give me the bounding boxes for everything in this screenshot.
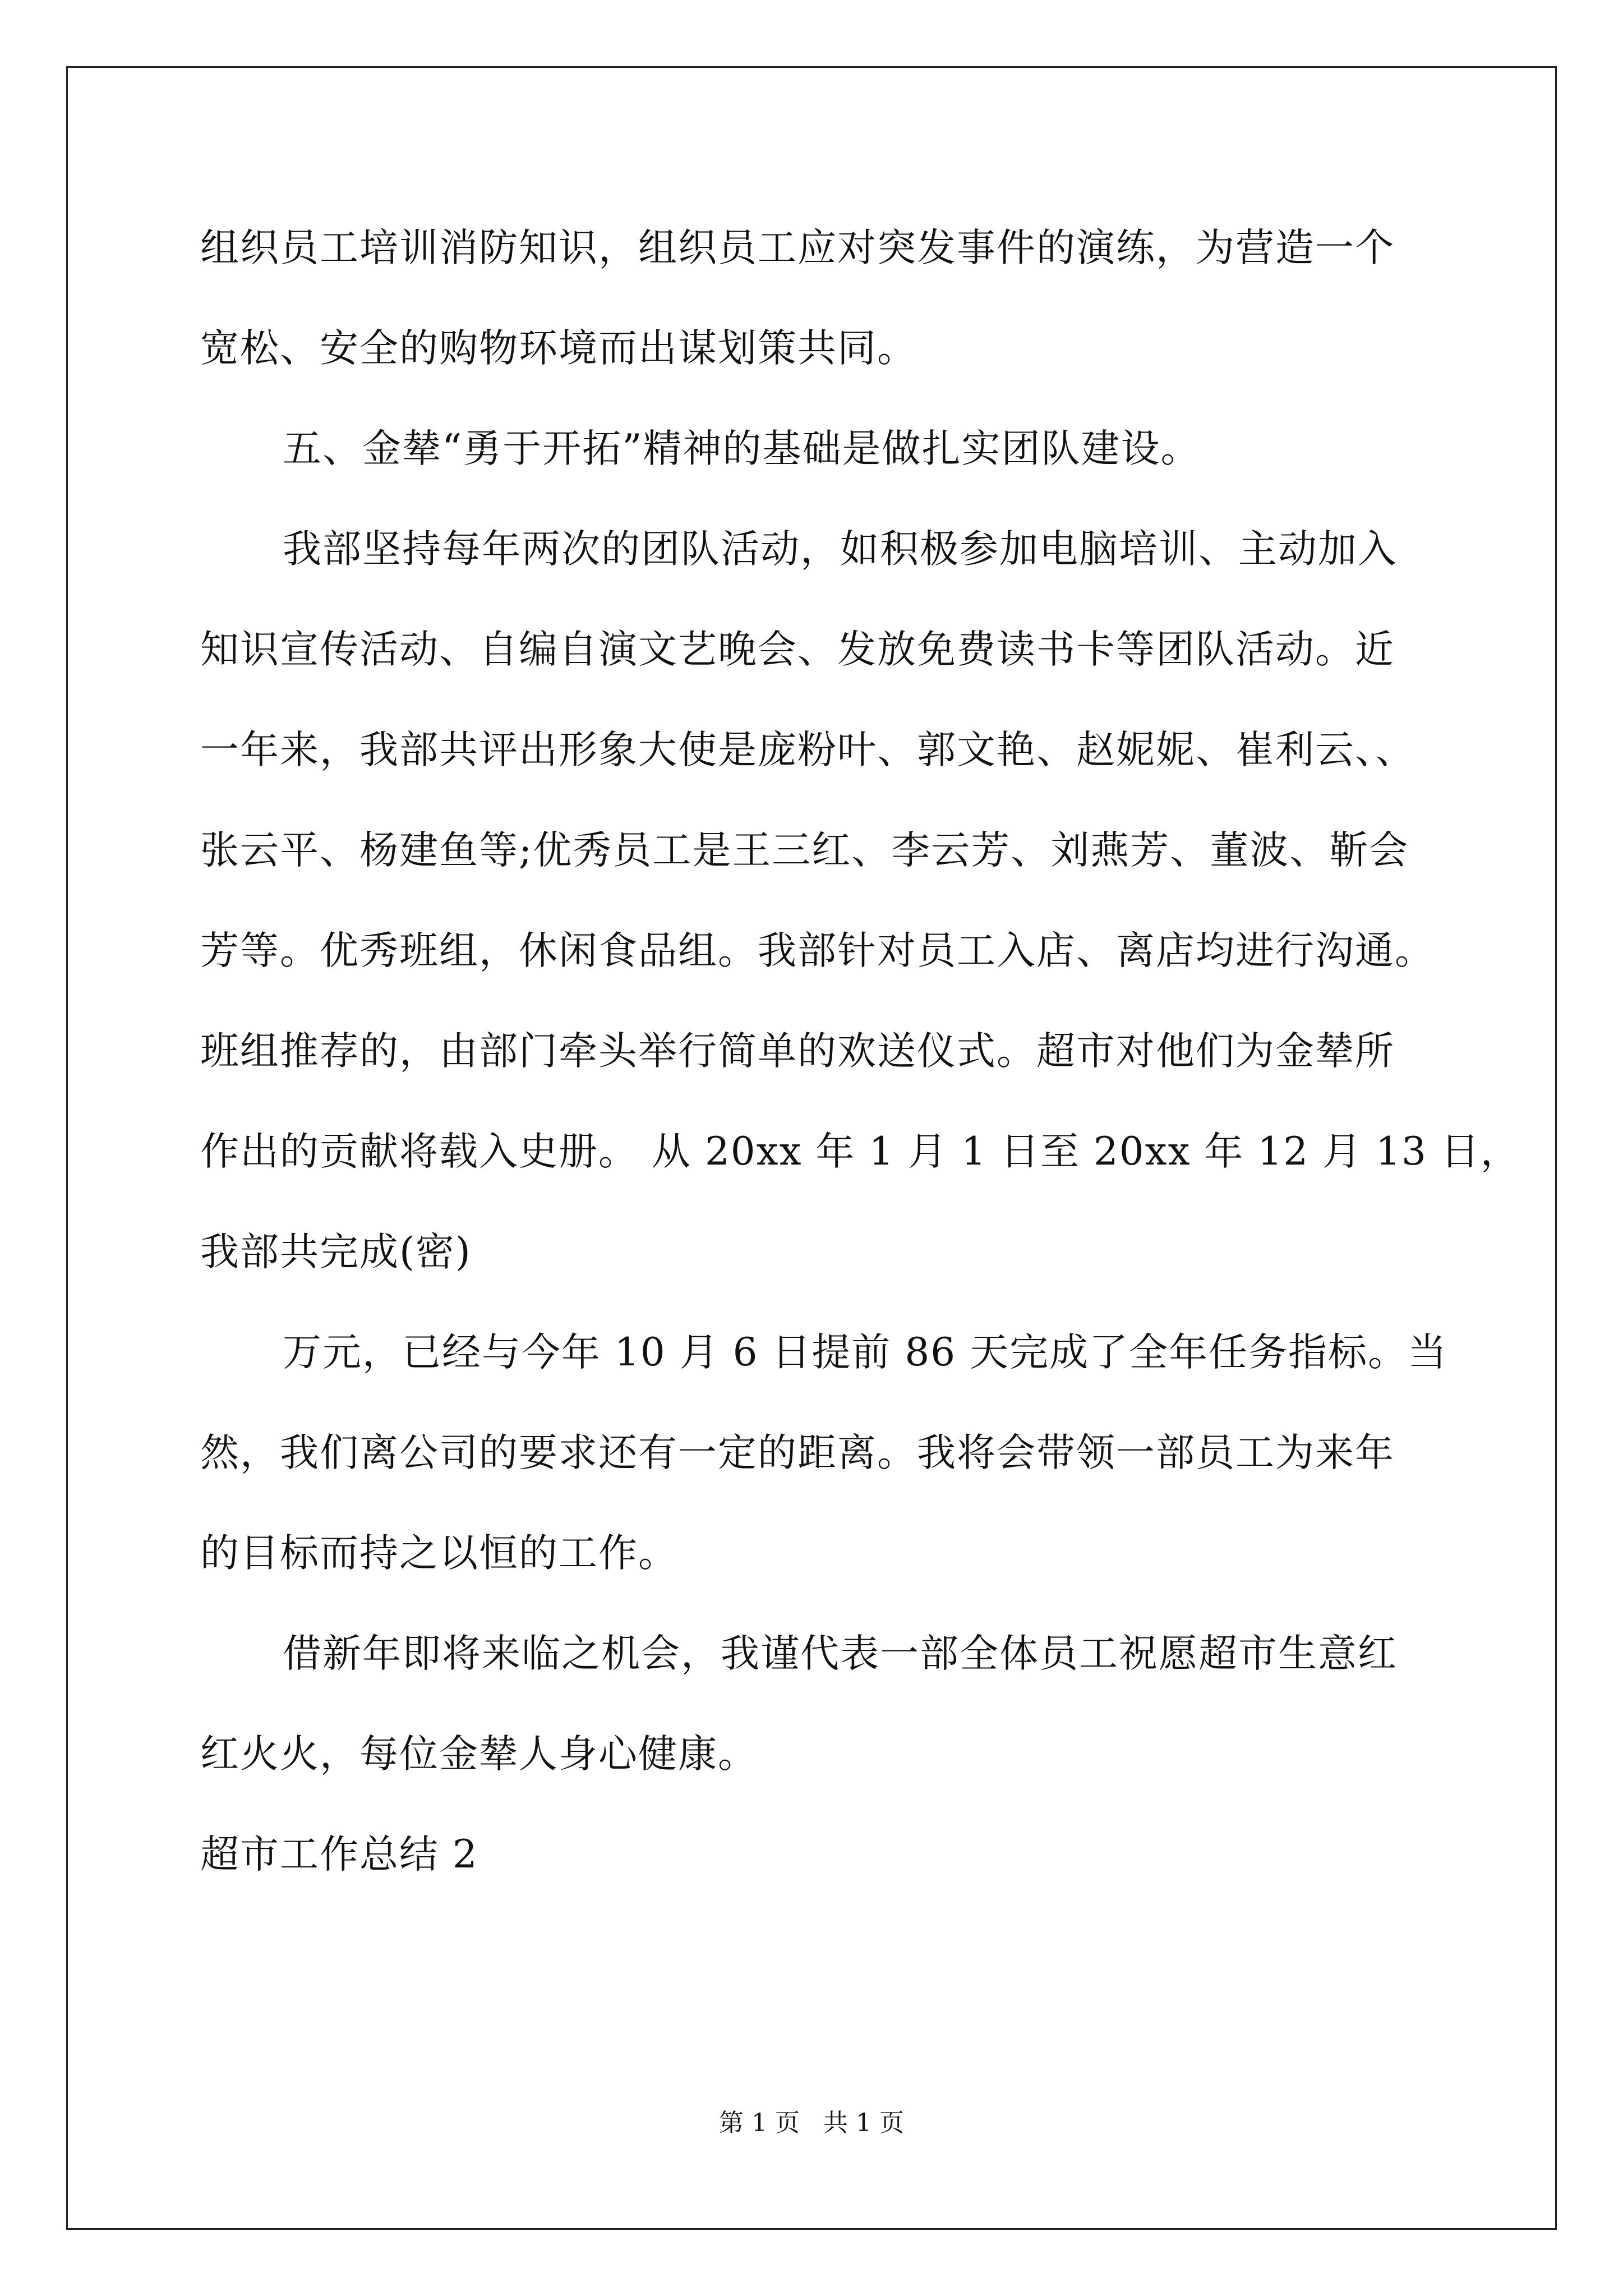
text-line: 然，我们离公司的要求还有一定的距离。我将会带领一部员工为来年 <box>200 1430 1395 1475</box>
section-title: 超市工作总结 2 <box>200 1832 478 1877</box>
text-line: 芳等。优秀班组，休闲食品组。我部针对员工入店、离店均进行沟通。 <box>200 928 1435 973</box>
text-line: 宽松、安全的购物环境而出谋划策共同。 <box>200 326 917 371</box>
text-line: 万元，已经与今年 10 月 6 日提前 86 天完成了全年任务指标。当 <box>283 1330 1448 1375</box>
text-line: 红火火，每位金辇人身心健康。 <box>200 1732 758 1777</box>
text-line: 作出的贡献将载入史册。 从 20xx 年 1 月 1 日至 20xx 年 12 月 13 日， <box>200 1129 1520 1174</box>
section-heading: 五、金辇“勇于开拓”精神的基础是做扎实团队建设。 <box>283 426 1201 471</box>
page-footer: 第 1 页 共 1 页 <box>719 2109 904 2137</box>
text-line: 我部坚持每年两次的团队活动，如积极参加电脑培训、主动加入 <box>283 527 1398 572</box>
text-line: 的目标而持之以恒的工作。 <box>200 1531 678 1576</box>
text-line: 借新年即将来临之机会，我谨代表一部全体员工祝愿超市生意红 <box>283 1631 1398 1676</box>
text-line: 知识宣传活动、自编自演文艺晚会、发放免费读书卡等团队活动。近 <box>200 627 1395 672</box>
text-line: 我部共完成(密) <box>200 1230 472 1274</box>
text-line: 班组推荐的，由部门牵头举行简单的欢送仪式。超市对他们为金辇所 <box>200 1029 1395 1074</box>
text-line: 组织员工培训消防知识，组织员工应对突发事件的演练，为营造一个 <box>200 226 1395 270</box>
text-line: 张云平、杨建鱼等;优秀员工是王三红、李云芳、刘燕芳、董波、靳会 <box>200 828 1409 873</box>
text-line: 一年来，我部共评出形象大使是庞粉叶、郭文艳、赵妮妮、崔利云、、 <box>200 728 1415 772</box>
